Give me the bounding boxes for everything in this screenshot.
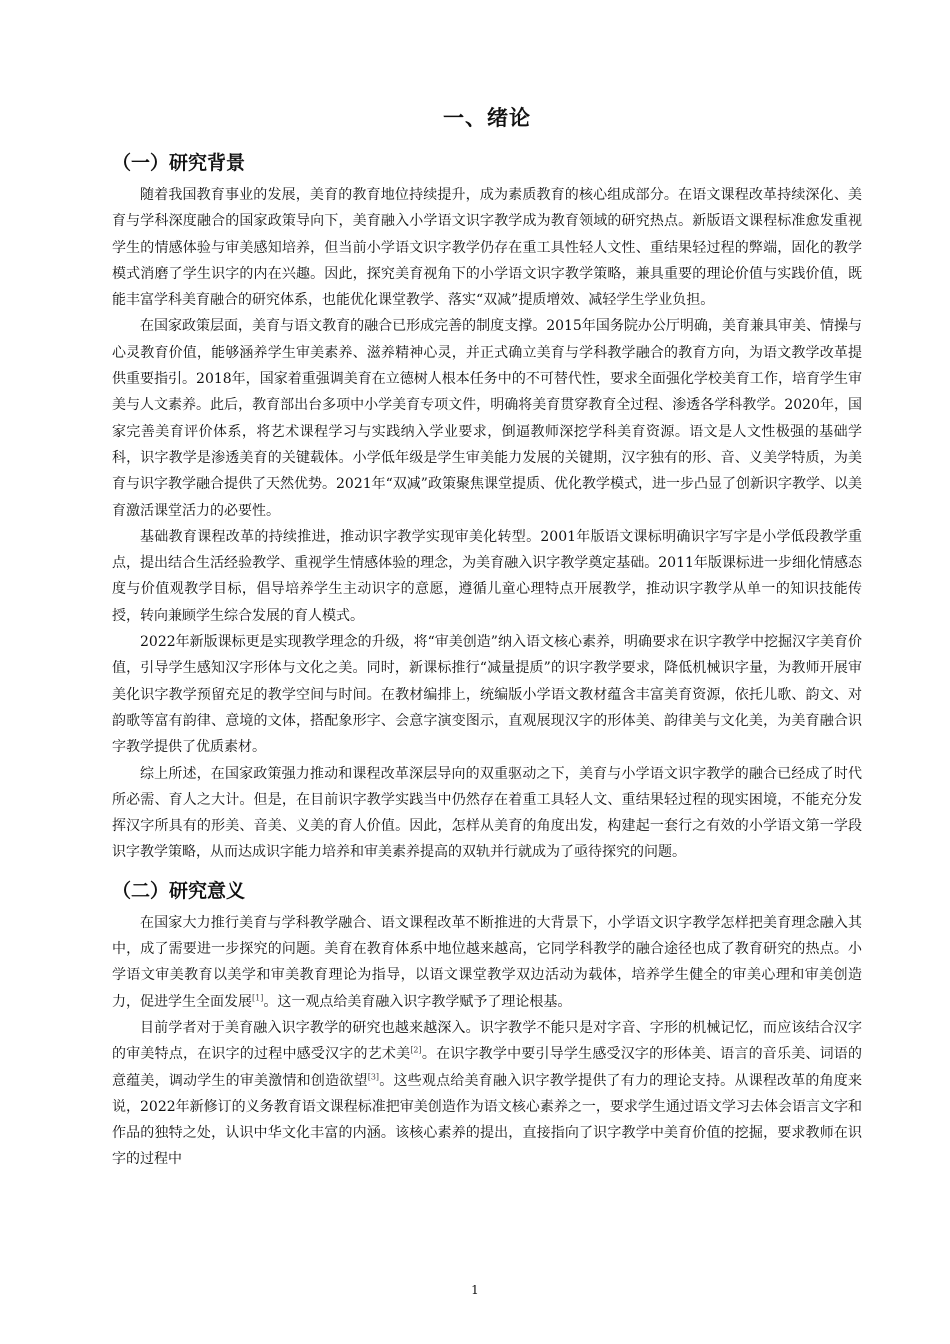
paragraph-text: 。这一观点给美育融入识字教学赋予了理论根基。 (263, 993, 572, 1010)
section-title-significance: （二）研究意义 (112, 879, 246, 902)
paragraph: 在国家政策层面，美育与语文教育的融合已形成完善的制度支撑。2015年国务院办公厅明确，美育兼具审美、情操与心灵教育价值，能够涵养学生审美素养、滋养精神心灵，并正式确立美育与学科教学融合的教育方向，为语文教学改革提供重要指引。2018年，国家着重强调美育在立德树人根本任务中的不可替代性，要求全面强化学校美育工作，培育学生审美与人文素养。此后，教育部出台多项中小学美育专项文件，明确将美育贯穿教育全过程、渗透各学科教学。2020年，国家完善美育评价体系，将艺术课程学习与实践纳入学业要求，倒逼教师深挖学科美育资源。语文是人文性极强的基础学科，识字教学是渗透美育的关键载体。小学低年级是学生审美能力发展的关键期，汉字独有的形、音、义美学特质，为美育与识字教学融合提供了天然优势。2021年“双减”政策聚焦课堂提质、优化教学模式，进一步凸显了创新识字教学、以美育激活课堂活力的必要性。 (112, 318, 862, 519)
citation-ref[interactable]: [3] (367, 1071, 380, 1081)
paragraph: 综上所述，在国家政策强力推动和课程改革深层导向的双重驱动之下，美育与小学语文识字教学的融合已经成了时代所必需、育人之大计。但是，在目前识字教学实践当中仍然存在着重工具轻人文、重结果轻过程的现实困境，不能充分发挥汉字所具有的形美、音美、义美的育人价值。因此，怎样从美育的角度出发，构建起一套行之有效的小学语文第一学段识字教学策略，从而达成识字能力培养和审美素养提高的双轨并行就成为了亟待探究的问题。 (112, 765, 862, 861)
chapter-title: 一、绪论 (443, 106, 531, 130)
paragraph: 2022年新版课标更是实现教学理念的升级，将“审美创造”纳入语文核心素养，明确要求在识字教学中挖掘汉字美育价值，引导学生感知汉字形体与文化之美。同时，新课标推行“减量提质”的识字教学要求，降低机械识字量，为教师开展审美化识字教学预留充足的教学空间与时间。在教材编排上，统编版小学语文教材蕴含丰富美育资源，依托儿歌、韵文、对韵歌等富有韵律、意境的文体，搭配象形字、会意字演变图示，直观展现汉字的形体美、韵律美与文化美，为美育融合识字教学提供了优质素材。 (112, 634, 862, 756)
page-number: 1 (471, 1283, 479, 1297)
paragraph-text: 目前学者对于美育融入识字教学的研究也越来越深入。识字教学不能只是对字音、字形的机械记忆，而应该结合汉字的审美特点，在识字的过程中感受汉字的艺术美 (112, 1019, 862, 1063)
paragraph: 基础教育课程改革的持续推进，推动识字教学实现审美化转型。2001年版语文课标明确识字写字是小学低段教学重点，提出结合生活经验教学、重视学生情感体验的理念，为美育融入识字教学奠定基础。2011年版课标进一步细化情感态度与价值观教学目标，倡导培养学生主动识字的意愿，遵循儿童心理特点开展教学，推动识字教学从单一的知识技能传授，转向兼顾学生综合发展的育人模式。 (112, 528, 862, 624)
paragraph-text: 。在识字教学中要引导学生感受汉字的形体美、语言的音乐美、词语的意蕴美，调动学生的审美激情和创造欲望 (112, 1046, 863, 1089)
paragraph-text: 。这些观点给美育融入识字教学提供了有力的理论支持。从课程改革的角度来说，2022年新修订的义务教育语文课程标准把审美创造作为语文核心素养之一，要求学生通过语文学习去体会语言文字和作品的独特之处，认识中华文化丰富的内涵。该核心素养的提出，直接指向了识字教学中美育价值的挖掘，要求教师在识字的过程中 (112, 1072, 863, 1168)
citation-ref[interactable]: [1] (252, 992, 264, 1002)
section-title-background: （一）研究背景 (112, 152, 246, 174)
paragraph (112, 1015, 862, 1173)
citation-ref[interactable]: [2] (410, 1045, 422, 1055)
paragraph (112, 910, 862, 1015)
paper-page (112, 96, 862, 1173)
paragraph: 随着我国教育事业的发展，美育的教育地位持续提升，成为素质教育的核心组成部分。在语文课程改革持续深化、美育与学科深度融合的国家政策导向下，美育融入小学语文识字教学成为教育领域的研究热点。新版语文课程标准愈发重视学生的情感体验与审美感知培养，但当前小学语文识字教学仍存在重工具性轻人文性、重结果轻过程的弊端，固化的教学模式消磨了学生识字的内在兴趣。因此，探究美育视角下的小学语文识字教学策略，兼具重要的理论价值与实践价值，既能丰富学科美育融合的研究体系，也能优化课堂教学、落实“双减”提质增效、减轻学生学业负担。 (112, 187, 862, 309)
paragraph-text: 在国家大力推行美育与学科教学融合、语文课程改革不断推进的大背景下，小学语文识字教学怎样把美育理念融入其中，成了需要进一步探究的问题。美育在教育体系中地位越来越高，它同学科教学的融合途径也成了教育研究的热点。小学语文审美教育以美学和审美教育理论为指导，以语文课堂教学双边活动为载体，培养学生健全的审美心理和审美创造力，促进学生全面发展 (112, 914, 862, 1010)
